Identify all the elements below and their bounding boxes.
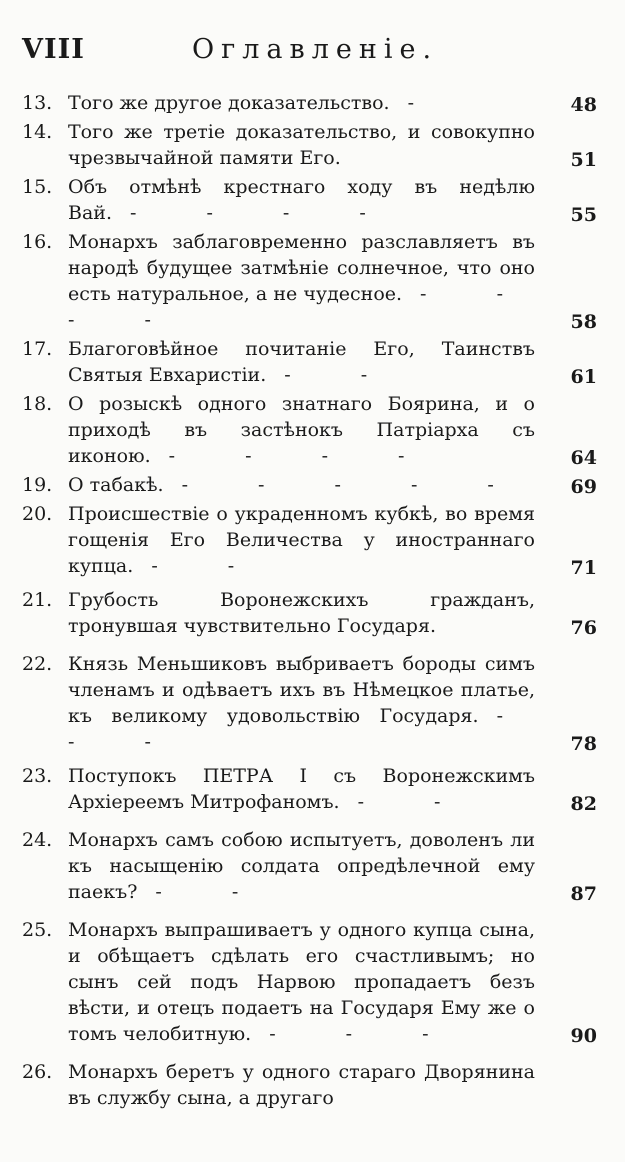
- leader-dots: - - - - -: [181, 474, 526, 496]
- entry-title: [68, 229, 535, 333]
- entry-title-text: Князь Меньшиковъ выбриваетъ бороды симъ членамъ и одѣваетъ ихъ въ Нѣмецкое платье, къ великому удовольствiю Государя.: [68, 653, 535, 727]
- entry-title: [68, 587, 535, 639]
- entry-title: [68, 917, 535, 1047]
- entry-page-number: 78: [570, 733, 597, 755]
- entry-title: [68, 651, 535, 755]
- leader-dots: - - -: [68, 705, 535, 753]
- table-of-contents: [22, 90, 597, 1111]
- entry-title: [68, 763, 535, 815]
- page-number: VIII: [22, 34, 85, 65]
- entry-title-text: Объ отмѣнѣ крестнаго ходу въ недѣлю Вай.: [68, 176, 535, 224]
- entry-page-number: 71: [570, 557, 597, 579]
- entry-title-text: О розыскѣ одного знатнаго Боярина, и о приходѣ въ застѣнокъ Патрiарха съ иконою.: [68, 393, 535, 467]
- leader-dots: - - - -: [68, 283, 535, 331]
- entry-title: [68, 1059, 535, 1111]
- entry-title: [68, 174, 535, 226]
- toc-entry: [22, 917, 597, 1047]
- entry-number: 18.: [22, 393, 53, 415]
- leader-dots: - - - -: [130, 202, 398, 224]
- entry-number: 23.: [22, 765, 53, 787]
- entry-number: 26.: [22, 1061, 53, 1083]
- toc-entry: [22, 587, 597, 639]
- leader-dots: [436, 615, 454, 637]
- toc-entry: [22, 763, 597, 815]
- entry-title-text: Грубость Воронежскихъ гражданъ, тронувшая чувствительно Государя.: [68, 589, 535, 637]
- entry-page-number: 51: [570, 149, 597, 171]
- entry-title: [68, 472, 535, 498]
- leader-dots: - -: [155, 881, 271, 903]
- entry-page-number: 69: [570, 476, 597, 498]
- entry-title: [68, 119, 535, 171]
- entry-title: [68, 501, 535, 579]
- leader-dots: - -: [151, 555, 267, 577]
- running-title: Оглавленiе.: [192, 34, 439, 65]
- toc-entry: [22, 501, 597, 579]
- entry-page-number: 58: [570, 311, 597, 333]
- entry-number: 25.: [22, 919, 53, 941]
- entry-title: [68, 827, 535, 905]
- leader-dots: [341, 147, 359, 169]
- entry-title-text: Благоговѣйное почитанiе Его, Таинствъ Святыя Евхаристiи.: [68, 338, 535, 386]
- toc-entry: [22, 1059, 597, 1111]
- leader-dots: - -: [357, 791, 473, 813]
- entry-number: 16.: [22, 231, 53, 253]
- entry-title-text: О табакѣ.: [68, 474, 164, 496]
- entry-title-text: Происшествiе о украденномъ кубкѣ, во время гощенiя Его Величества у иностраннаго купца.: [68, 503, 535, 577]
- entry-title-text: Поступокъ ПЕТРА I съ Воронежскимъ Архiереемъ Митрофаномъ.: [68, 765, 535, 813]
- entry-page-number: 82: [570, 793, 597, 815]
- entry-title-text: Того же третiе доказательство, и совокупно чрезвычайной памяти Его.: [68, 121, 535, 169]
- leader-dots: -: [407, 92, 446, 114]
- toc-entry: [22, 391, 597, 469]
- entry-page-number: 48: [570, 94, 597, 116]
- toc-entry: [22, 651, 597, 755]
- entry-title-text: Монархъ самъ собою испытуетъ, доволенъ ли къ насыщенiю солдата опредѣлечной ему паекъ?: [68, 829, 535, 903]
- entry-page-number: 61: [570, 366, 597, 388]
- entry-title: [68, 90, 535, 116]
- leader-dots: - -: [284, 364, 400, 386]
- toc-entry: [22, 90, 597, 116]
- entry-title-text: Того же другое доказательство.: [68, 92, 390, 114]
- leader-dots: - - -: [269, 1023, 461, 1045]
- entry-number: 24.: [22, 829, 53, 851]
- entry-page-number: 64: [570, 447, 597, 469]
- entry-page-number: 76: [570, 617, 597, 639]
- entry-page-number: 90: [570, 1025, 597, 1047]
- entry-title-text: Монархъ выпрашиваетъ у одного купца сына, и обѣщаетъ сдѣлать его счастливымъ; но сынъ сей подъ Нарвою пропадаетъ безъ вѣсти, и отецъ подаетъ на Государя Ему же о томъ челобитную.: [68, 919, 535, 1045]
- entry-number: 19.: [22, 474, 53, 496]
- entry-title-text: Монархъ заблаговременно разславляетъ въ народѣ будущее затмѣнiе солнечное, что оно есть натуральное, а не чудесное.: [68, 231, 535, 305]
- leader-dots: - - - -: [168, 445, 437, 467]
- entry-title: [68, 391, 535, 469]
- entry-title-text: Монархъ беретъ у одного стараго Дворянина въ службу сына, а другаго: [68, 1061, 535, 1109]
- entry-number: 15.: [22, 176, 53, 198]
- entry-number: 14.: [22, 121, 53, 143]
- entry-title: [68, 336, 535, 388]
- entry-number: 20.: [22, 503, 53, 525]
- toc-entry: [22, 827, 597, 905]
- entry-number: 21.: [22, 589, 53, 611]
- toc-entry: [22, 119, 597, 171]
- entry-number: 13.: [22, 92, 53, 114]
- leader-dots: [334, 1087, 352, 1109]
- page-header: [22, 34, 602, 74]
- entry-page-number: 55: [570, 204, 597, 226]
- toc-entry: [22, 336, 597, 388]
- entry-number: 22.: [22, 653, 53, 675]
- toc-entry: [22, 174, 597, 226]
- toc-entry: [22, 229, 597, 333]
- entry-number: 17.: [22, 338, 53, 360]
- entry-page-number: 87: [570, 883, 597, 905]
- toc-entry: [22, 472, 597, 498]
